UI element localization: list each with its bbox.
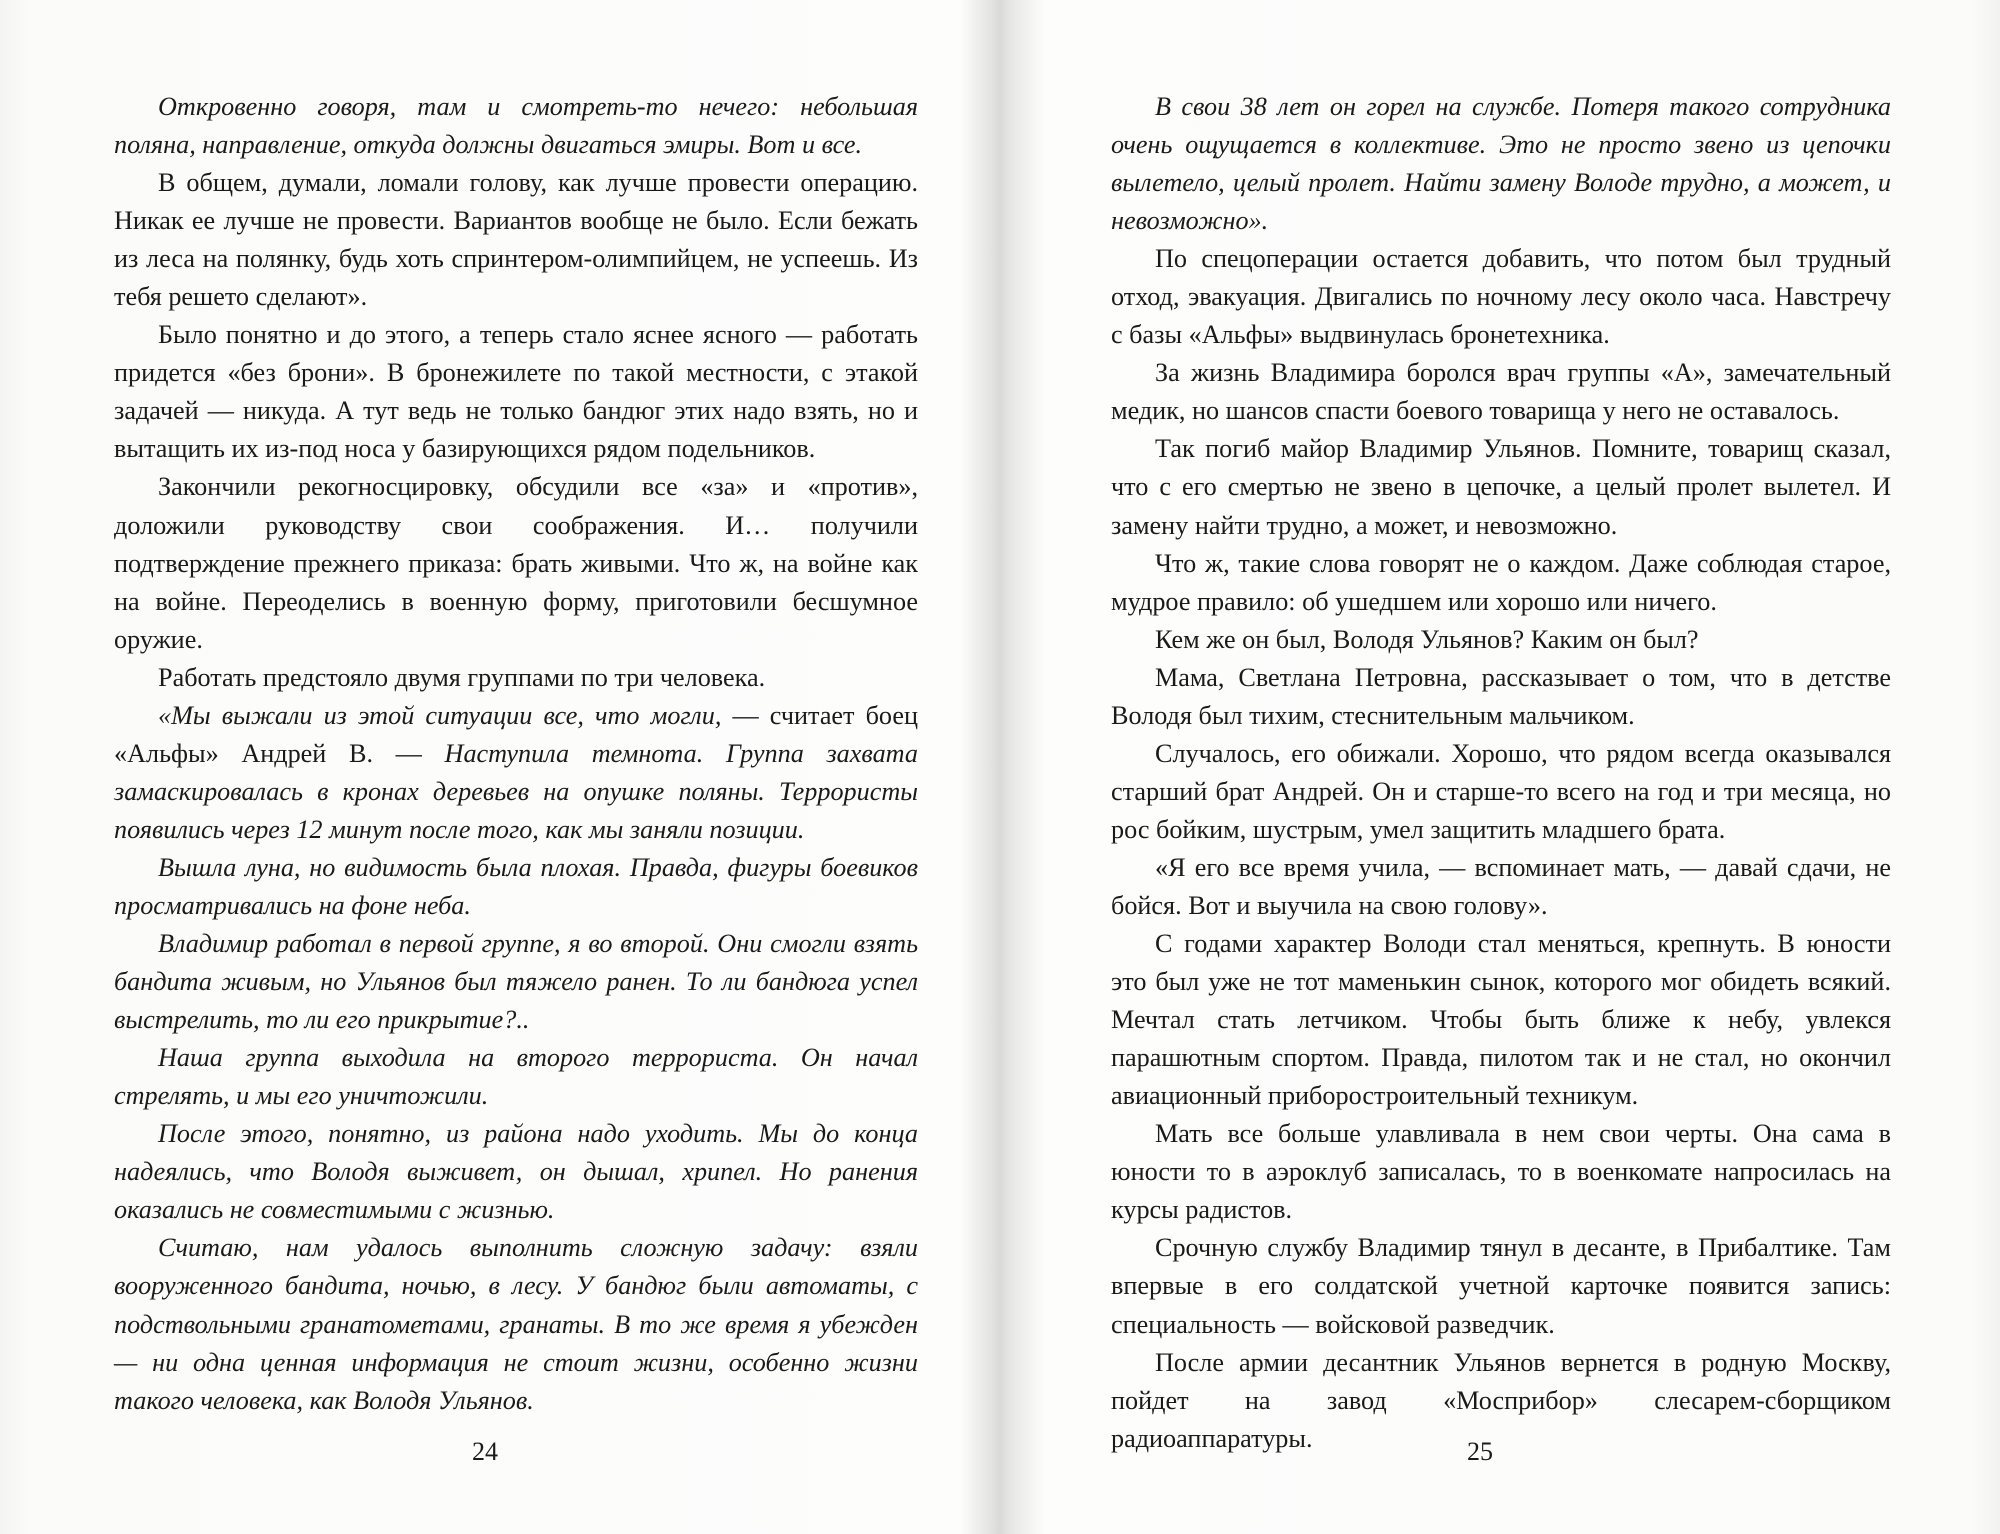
paragraph: В общем, думали, ломали голову, как лучше провести операцию. Никак ее лучше не провести. Вариантов вообще не было. Если бежать из леса на полянку, будь хоть спринтером-олимпийцем, не успеешь. Из тебя решето сделают». [114,168,918,312]
paragraph: Владимир работал в первой группе, я во второй. Они смогли взять бандита живым, но Ульянов был тяжело ранен. То ли бандюга успел выстрелить, то ли его прикрытие?.. [114,929,918,1035]
paragraph: После армии десантник Ульянов вернется в родную Москву, пойдет на завод «Мосприбор» слесарем-сборщиком радиоаппаратуры. [1111,1347,1891,1453]
right-page-text [1111,88,1891,1458]
quote-part: «Мы выжали из этой ситуации все, что могли, [158,700,722,730]
paragraph: Мать все больше улавливала в нем свои черты. Она сама в юности то в аэроклуб записалась, то в военкомате напросилась на курсы радистов. [1111,1119,1891,1225]
left-page-text [114,88,918,1420]
paragraph: «Я его все время учила, — вспоминает мать, — давай сдачи, не бойся. Вот и выучила на свою голову». [1111,852,1891,920]
paragraph: Закончили рекогносцировку, обсудили все «за» и «против», доложили руководству свои соображения. И… получили подтверждение прежнего приказа: брать живыми. Что ж, на войне как на войне. Переоделись в военную форму, приготовили бесшумное оружие. [114,472,918,654]
paragraph: С годами характер Володи стал меняться, крепнуть. В юности это был уже не тот маменькин сынок, которого мог обидеть всякий. Мечтал стать летчиком. Чтобы быть ближе к небу, увлекся парашютным спортом. Правда, пилотом так и не стал, но окончил авиационный приборостроительный техникум. [1111,929,1891,1111]
page-number: 25 [1467,1437,1493,1466]
paragraph: Случалось, его обижали. Хорошо, что рядом всегда оказывался старший брат Андрей. Он и старше-то всего на год и три месяца, но рос бойким, шустрым, умел защитить младшего брата. [1111,738,1891,844]
paragraph: Считаю, нам удалось выполнить сложную задачу: взяли вооруженного бандита, ночью, в лесу. У бандюг были автоматы, с подствольными гранатометами, гранаты. В то же время я убежден — ни одна ценная информация не стоит жизни, особенно жизни такого человека, как Володя Ульянов. [114,1233,918,1415]
paragraph: Откровенно говоря, там и смотреть-то нечего: небольшая поляна, направление, откуда должны двигаться эмиры. Вот и все. [114,92,918,160]
paragraph: Так погиб майор Владимир Ульянов. Помните, товарищ сказал, что с его смертью не звено в цепочке, а целый пролет вылетел. И замену найти трудно, а может, и невозможно. [1111,434,1891,540]
paragraph: Срочную службу Владимир тянул в десанте, в Прибалтике. Там впервые в его солдатской учетной карточке появится запись: специальность — войсковой разведчик. [1111,1233,1891,1339]
right-page [1000,0,2000,1534]
paragraph: Мама, Светлана Петровна, рассказывает о том, что в детстве Володя был тихим, стеснительным мальчиком. [1111,662,1891,730]
paragraph: Вышла луна, но видимость была плохая. Правда, фигуры боевиков просматривались на фоне неба. [114,852,918,920]
page-number: 24 [472,1437,498,1466]
quote-intro-paragraph [114,697,918,849]
quote-attribution: — считает боец «Альфы» Андрей В. — [114,700,918,768]
paragraph: После этого, понятно, из района надо уходить. Мы до конца надеялись, что Володя выживет, он дышал, хрипел. Но ранения оказались не совместимыми с жизнью. [114,1119,918,1225]
paragraph: Было понятно и до этого, а теперь стало яснее ясного — работать придется «без брони». В бронежилете по такой местности, с этакой задачей — никуда. А тут ведь не только бандюг этих надо взять, но и вытащить их из-под носа у базирующихся рядом подельников. [114,320,918,464]
paragraph: Кем же он был, Володя Ульянов? Каким он был? [1155,624,1699,654]
paragraph: Работать предстояло двумя группами по три человека. [158,662,766,692]
paragraph: Наша группа выходила на второго террориста. Он начал стрелять, и мы его уничтожили. [114,1043,918,1111]
paragraph: По спецоперации остается добавить, что потом был трудный отход, эвакуация. Двигались по ночному лесу около часа. Навстречу с базы «Альфы» выдвинулась бронетехника. [1111,244,1891,350]
paragraph: За жизнь Владимира боролся врач группы «А», замечательный медик, но шансов спасти боевого товарища у него не оставалось. [1111,358,1891,426]
quote-part: Наступила темнота. Группа захвата замаскировалась в кронах деревьев на опушке поляны. Террористы появились через 12 минут после того, как мы заняли позиции. [114,738,919,844]
paragraph: В свои 38 лет он горел на службе. Потеря такого сотрудника очень ощущается в коллективе. Это не просто звено из цепочки вылетело, целый пролет. Найти замену Володе трудно, а может, и невозможно». [1111,92,1891,236]
paragraph: Что ж, такие слова говорят не о каждом. Даже соблюдая старое, мудрое правило: об ушедшем или хорошо или ничего. [1111,548,1891,616]
